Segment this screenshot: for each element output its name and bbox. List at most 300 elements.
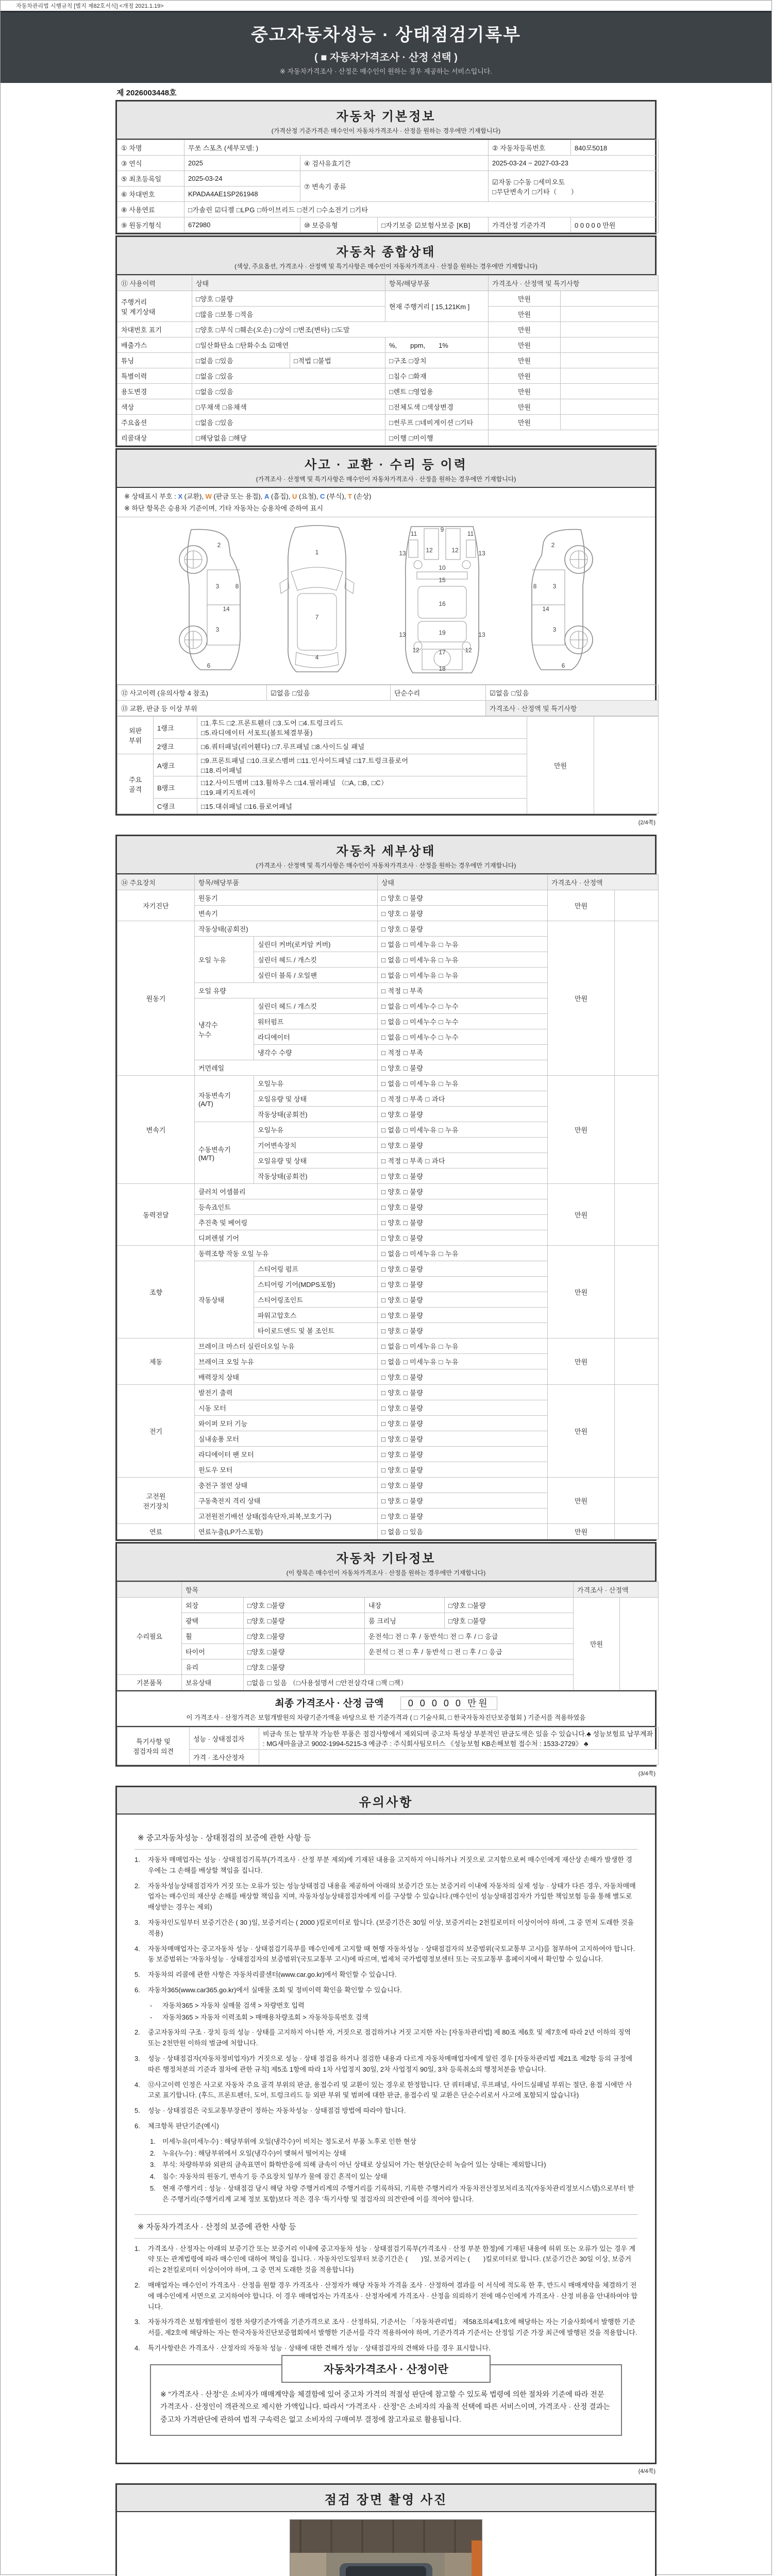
group-label: 전기 (117, 1385, 195, 1478)
section-notice-header (117, 1787, 655, 1815)
fuel-type-checkboxes[interactable]: □가솔린 ☑디젤 □LPG □하이브리드 □전기 □수소전기 □기타 (184, 202, 659, 217)
form-reference-note: 자동차관리법 시행규칙 [별지 제82호서식] <개정 2021.1.19> (16, 3, 164, 9)
price-cell: 만원 (548, 1385, 615, 1478)
row-label: 등속죠인트 (195, 1199, 378, 1215)
section-etc-title: 자동차 기타정보 (336, 1552, 436, 1566)
notes-cell (615, 1478, 659, 1524)
section-detail-title: 자동차 세부상태 (336, 844, 436, 858)
row-label: 주행거리 및 계기상태 (117, 291, 192, 322)
checkbox-cell[interactable]: □ 없음 □ 미세누수 □ 누수 (378, 1014, 548, 1029)
checkbox-cell[interactable]: □ 양호 □ 불량 (378, 1447, 548, 1462)
column-header: 항목 (182, 1582, 574, 1598)
notice-item: 5. 자동차의 리콜에 관한 사항은 자동차리콜센터(www.car.go.kr)에서 확인할 수 있습니다. (135, 1971, 397, 1979)
checkbox-cell[interactable]: □전체도색 □색상변경 (385, 399, 489, 415)
row-label: 작동상태 (195, 1261, 254, 1338)
checkbox-cell[interactable]: 운전석 □ 전 □ 후 / 동반석 □ 전 □ 후 / □ 응급 (365, 1644, 574, 1659)
row-label: B랭크 (154, 776, 197, 799)
checkbox-cell[interactable]: □ 양호 □ 불량 (378, 1261, 548, 1277)
notice-subhead-1: ※ 중고자동차성능 · 상태점검의 보증에 관한 사항 등 (135, 1826, 637, 1850)
column-header: 가격조사 · 산정액 및 특기사항 (486, 701, 659, 716)
row-label: 작동상태(공회전) (254, 1168, 378, 1184)
column-header: 가격조사 · 산정액 (548, 875, 659, 890)
diagram-panel-number: 7 (315, 614, 319, 621)
checkbox-cell[interactable]: 운전석□ 전 □ 후 / 동반석□ 전 □ 후 / □ 응급 (365, 1629, 574, 1644)
warranty-type-checkboxes[interactable]: □자기보증 ☑보험사보증 [KB] (378, 217, 489, 233)
row-label: 작동상태(공회전) (254, 1107, 378, 1122)
column-header: ⑪ 사용이력 (117, 276, 192, 291)
notes-cell (620, 1598, 659, 1690)
row-label: A랭크 (154, 754, 197, 776)
column-header: 항목/해당부품 (195, 875, 378, 890)
checkbox-cell[interactable]: □ 양호 □ 불량 (378, 890, 548, 906)
checkbox-cell[interactable]: □ 없음 □ 미세누유 □ 누유 (378, 968, 548, 983)
row-label: 가격산정 기준가격 (489, 217, 571, 233)
row-label: ⑧ 사용연료 (117, 202, 184, 217)
row-label: 자동변속기 (A/T) (195, 1076, 254, 1122)
group-label: 특기사항 및 점검자의 의견 (117, 1727, 190, 1765)
row-label: 배력장치 상태 (195, 1369, 378, 1385)
section-overall-condition (115, 235, 657, 447)
notice-item: 3. 자동차인도일부터 보증기간은 ( 30 )일, 보증거리는 ( 2000 )킬로미터로 합니다. (보증기간은 30일 이상, 보증거리는 2천킬로미터 이상이어야 하며, 그 중 먼저 도래한 것을 적용) (135, 1918, 634, 1937)
row-label: 내장 (365, 1598, 445, 1613)
section-basic-title: 자동차 기본정보 (336, 110, 436, 124)
document-title: 중고자동차성능 · 상태점검기록부 (250, 25, 522, 45)
car-diagram-side-right (526, 522, 603, 677)
diagram-panel-number: 12 (426, 547, 433, 554)
row-label: 오일누유 (254, 1076, 378, 1091)
diagram-panel-number: 6 (207, 662, 211, 669)
section-overall-header (117, 237, 655, 275)
checkbox-cell[interactable]: □없음 □있음 (192, 368, 385, 384)
checkbox-cell[interactable]: □구조 □장치 (385, 353, 489, 368)
row-label: 보유상태 (182, 1675, 244, 1690)
notes-cell (561, 415, 659, 430)
checkbox-cell[interactable]: □ 적정 □ 부족 □ 과다 (378, 1153, 548, 1168)
price-survey-infobox (150, 2364, 622, 2436)
row-label: 주요옵션 (117, 415, 192, 430)
checkbox-cell[interactable]: □ 없음 □ 미세누유 □ 누유 (378, 1122, 548, 1138)
row-label: 외장 (182, 1598, 244, 1613)
diagram-panel-number: 15 (439, 577, 446, 584)
row-label: 충전구 절연 상태 (195, 1478, 378, 1493)
row-label: ④ 검사유효기간 (300, 156, 489, 171)
page-marker-3: (3/4쪽) (638, 1771, 656, 1777)
diagram-panel-number: 18 (439, 665, 446, 672)
checkbox-cell[interactable]: □ 양호 □ 불량 (378, 1107, 548, 1122)
car-diagram-side-left (169, 522, 246, 677)
checkbox-cell[interactable]: □ 양호 □ 불량 (378, 1323, 548, 1338)
checkbox-cell[interactable]: □없음 □있음 (192, 415, 385, 430)
checkbox-cell[interactable]: □ 양호 □ 불량 (378, 1478, 548, 1493)
column-header (117, 1582, 182, 1598)
diagram-panel-number: 12 (451, 547, 459, 554)
status-code: T (손상) (348, 493, 372, 500)
diagram-panel-number: 13 (399, 550, 406, 557)
emission-values: %, ppm, 1% (385, 337, 489, 353)
section-photos (115, 2483, 657, 2576)
notice-item: - 자동차365 > 자동차 이력조회 > 매매용차량조회 > 자동차등록번호 검색 (150, 2013, 368, 2021)
infobox-text: ※ "가격조사 · 산정"은 소비자가 매매계약을 체결함에 있어 중고차 가격의 적절성 판단에 참고할 수 있도록 법령에 의한 절차와 기준에 따라 전문 가격조사 · 산정인이 객관적으로 제시한 가액입니다. 따라서 "가격조사 · 산정"은 소비자의 자율적 선택에 따른 서비스이며, 가격조사 · 산정 결과는 중고차 가격판단에 관하여 법적 구속력은 없고 소비자의 구매여부 결정에 참고자료로 활용됩니다. (160, 2389, 610, 2424)
diagram-panel-number: 13 (399, 631, 406, 638)
notes-cell (615, 1076, 659, 1184)
price-cell: 만원 (489, 384, 561, 399)
diagram-panel-number: 16 (439, 600, 446, 607)
document-header (1, 11, 771, 83)
checkbox-cell[interactable]: □ 양호 □ 불량 (378, 1493, 548, 1509)
checkbox-cell[interactable]: □ 양호 □ 불량 (378, 921, 548, 937)
column-header: 상태 (192, 276, 385, 291)
section-notice-title: 유의사항 (359, 1795, 413, 1809)
diagram-panel-number: 2 (217, 541, 221, 549)
diagram-panel-number: 11 (410, 530, 417, 537)
section-photos-header (117, 2485, 655, 2512)
row-label: 동력조향 작동 오일 누유 (195, 1246, 378, 1261)
row-label: 디퍼렌셜 기어 (195, 1230, 378, 1246)
diagram-panel-number: 1 (315, 549, 319, 556)
checkbox-cell[interactable]: □ 양호 □ 불량 (378, 1462, 548, 1478)
notice-item: 4. ⑫사고이력 인정은 사고로 자동차 주요 골격 부위의 판금, 용접수리 및 교환이 있는 경우로 한정합니다. 단 쿼터패널, 루프패널, 사이드실패널 부위는 절단, 용접 시에만 사고로 표기합니다. (후드, 프론트펜더, 도어, 트렁크리드 등 외판 부위 및 범퍼에 대한 판금, 용접수리 및 교환은 단순수리로서 사고에 포함되지 않습니다) (135, 2080, 632, 2099)
notes-cell (561, 399, 659, 415)
checkbox-cell[interactable]: □ 양호 □ 불량 (378, 1400, 548, 1416)
diagram-panel-number: 12 (465, 647, 472, 654)
checkbox-cell[interactable]: □ 양호 □ 불량 (378, 1416, 548, 1431)
row-label: 실린더 헤드 / 개스킷 (254, 998, 378, 1014)
row-label: 실린더 커버(로커암 커버) (254, 937, 378, 952)
checkbox-cell[interactable]: □ 적정 □ 부족 (378, 983, 548, 998)
checkbox-cell[interactable]: □12.사이드멤버 □13.휠하우스 □14.필러패널 （□A, □B, □C） □19.패키지트레이 (197, 776, 527, 799)
notice-item: 4. 자동차매매업자는 중고자동차 성능 · 상태점검기록부를 매수인에게 고지할 때 현행 자동차성능 · 상태점검자의 보증범위(국토교통부 고시)를 첨부하여 고지하여야 합니다. 동 보증범위는 '자동차성능 · 상태점검자의 보증범위'(국토교통부 고시)에 따르며, 법제처 국가법령정보센터 또는 국토교통부 홈페이지에서 확인할 수 있습니다. (135, 1944, 635, 1963)
checkbox-cell[interactable]: □ 양호 □ 불량 (378, 1292, 548, 1308)
vin: KPADA4AE1SP261948 (184, 187, 300, 202)
row-label: 실린더 블록 / 오일팬 (254, 968, 378, 983)
notes-cell (615, 921, 659, 1076)
row-label: 수동변속기 (M/T) (195, 1122, 254, 1184)
column-header: 상태 (378, 875, 548, 890)
notice-body (117, 1815, 655, 2463)
checkbox-cell[interactable]: □양호 □불량 (244, 1659, 365, 1675)
status-code: U (요철), (292, 493, 320, 500)
row-label: ② 자동차등록번호 (489, 140, 571, 156)
notice-item: 2. 매매업자는 매수인이 가격조사 · 산정을 원할 경우 가격조사 · 산정자가 해당 자동차 가격을 조사 · 산정하여 결과를 이 서식에 적도록 한 후, 반드시 매매계약을 체결하기 전에 매수인에게 서면으로 고지하여야 합니다. 이 경우 매매업자는 가격조사 · 산정자에게 가격조사 · 산정을 의뢰하기 전에 매수인에게 가격조사 · 산정 비용을 안내하여야 합니다. (135, 2281, 638, 2311)
notice-item: 5. 현재 주행거리 : 성능 · 상태점검 당시 해당 차량 주행거리계의 주행거리를 기록하되, 기록한 주행거리가 자동차전산정보처리조직(자동차관리정보시스템)으로부터 받은 주행거리(주행거리계 교체 정보 포함)보다 적은 경우 '특기사항 및 점검자의 의견'란에 이를 적어야 합니다. (150, 2184, 634, 2203)
section-accident-history (115, 448, 657, 816)
checkbox-cell[interactable]: □ 양호 □ 불량 (378, 1138, 548, 1153)
price-cell: 만원 (548, 1246, 615, 1338)
final-price-label: 최종 가격조사 · 산정 금액 (275, 1698, 384, 1709)
group-label: 자기진단 (117, 890, 195, 921)
price-cell: 만원 (489, 415, 561, 430)
diagram-note: ※ 하단 항목은 승용차 기준이며, 기타 자동차는 승용차에 준하여 표시 (117, 502, 655, 517)
row-label: 타이로드엔드 및 볼 조인트 (254, 1323, 378, 1338)
basic-info-table (117, 140, 659, 233)
checkbox-cell[interactable]: □ 없음 □ 미세누수 □ 누수 (378, 1029, 548, 1045)
diagram-panel-number: 4 (315, 654, 319, 661)
group-label: 고전원 전기장치 (117, 1478, 195, 1524)
row-label: 라디에이터 팬 모터 (195, 1447, 378, 1462)
section-overall-subtitle: (색상, 주요옵션, 가격조사 · 산정액 및 특기사항은 매수인이 자동차가격조사 · 산정을 원하는 경우에만 기재합니다) (234, 263, 537, 270)
notice-item: 3. 자동차가격은 보험개발원이 정한 차량기준가액을 기준가격으로 조사 · 산정하되, 기준서는 「자동차관리법」 제58조의4제1호에 해당하는 자는 기술사회에서 발행한 기준서를, 제2호에 해당하는 자는 한국자동차진단보증협회에서 발행한 기준서를 각각 적용하여야 하며, 기준가격과 기준서는 산정일 기준 가장 최근에 발행된 것을 적용합니다. (135, 2318, 637, 2337)
current-mileage: 현재 주행거리 [ 15,121Km ] (385, 291, 489, 322)
panel-rank-table (117, 716, 659, 814)
section-basic-info (115, 100, 657, 234)
row-label: 오일 누유 (195, 937, 254, 983)
checkbox-cell[interactable]: □양호 □불량 (445, 1613, 574, 1629)
diagram-panel-number: 3 (552, 626, 557, 633)
diagram-panel-number: 13 (478, 631, 485, 638)
notice-item: 4. 침수: 자동차의 원동기, 변속기 등 주요장치 일부가 물에 잠긴 흔적이 있는 상태 (150, 2173, 388, 2181)
final-price-row (117, 1690, 655, 1713)
row-label: ⑫ 사고이력 (유의사항 4 참조) (117, 685, 267, 701)
group-label: 외판 부위 (117, 717, 154, 754)
row-label: 라디에이터 (254, 1029, 378, 1045)
inspector-opinion: 비금속 또는 탈부착 가능한 부품은 점검사항에서 제외되며 중고차 특성상 부분적인 판금도색은 있을 수 있습니다.♣ 성능보험료 납부계좌 : MG새마을금고 9002-1994-5215-3 예금주 : 주식회사팀모터스 《성능보험 KB손해보험 접수처 : 1533-2729》 ♣ (259, 1727, 659, 1750)
checkbox-cell[interactable]: □ 없음 □ 미세누유 □ 누유 (378, 1246, 548, 1261)
page-marker-4: (4/4쪽) (638, 2468, 656, 2475)
inspection-photo-front (290, 2519, 482, 2576)
row-label: 냉각수 누수 (195, 998, 254, 1060)
diagram-panel-number: 11 (467, 530, 474, 537)
row-label: 변속기 (195, 906, 378, 921)
photo-list (117, 2512, 655, 2576)
notice-item: 2. 자동차성능상태점검자가 거짓 또는 오류가 있는 성능상태점검 내용을 제공하여 아래의 보증기간 또는 보증거리 이내에 자동차의 실제 성능 · 상태가 다른 경우, 자동차매매업자는 매수인의 재산상 손해를 배상할 책임을 지며, 자동차성능상태점검자에게 이를 구상할 수 있습니다.(매수인이 성능상태점검자가 가입한 책임보험 등을 통해 별도로 배상받는 경우는 제외) (135, 1882, 636, 1911)
checkbox-cell[interactable]: □이행 □미이행 (385, 430, 489, 446)
car-diagram-top (276, 522, 358, 677)
notice-item: 3. 부식: 차량하부와 외판의 금속표면이 화학반응에 의해 금속이 아닌 상태로 상실되어 가는 현상(단순히 녹슬어 있는 상태는 제외합니다) (150, 2161, 546, 2169)
row-label: ③ 연식 (117, 156, 184, 171)
notes-cell (561, 322, 659, 337)
row-label: 와이퍼 모터 기능 (195, 1416, 378, 1431)
engine-type: 672980 (184, 217, 300, 233)
price-cell: 만원 (548, 1524, 615, 1539)
checkbox-cell[interactable]: □ 양호 □ 불량 (378, 1509, 548, 1524)
checkbox-cell[interactable]: □무채색 □유채색 (192, 399, 385, 415)
appraiser-opinion (259, 1750, 659, 1765)
checkbox-cell[interactable]: □썬루프 □네비게이션 □기타 (385, 415, 489, 430)
row-label: 차대번호 표기 (117, 322, 192, 337)
checkbox-cell[interactable]: □ 없음 □ 미세누유 □ 누유 (378, 1338, 548, 1354)
checkbox-cell[interactable]: □ 없음 □ 미세누유 □ 누유 (378, 952, 548, 968)
checkbox-cell[interactable]: □1.후드 □2.프론트휀더 □3.도어 □4.트렁크리드 □5.라디에이터 서포트(볼트체결부품) (197, 717, 527, 739)
row-label: 고전원전기배선 상태(접속단자,피복,보호기구) (195, 1509, 378, 1524)
group-label: 변속기 (117, 1076, 195, 1184)
notice-item: 4. 특기사항란은 가격조사 · 산정자의 자동차 성능 · 상태에 대한 견해가 성능 · 상태점검자의 견해와 다를 경우 표시합니다. (135, 2344, 491, 2352)
checkbox-cell[interactable]: □ 양호 □ 불량 (378, 1369, 548, 1385)
notes-cell (615, 1524, 659, 1539)
row-label: 튜닝 (117, 353, 192, 368)
checkbox-cell[interactable]: □15.대쉬패널 □16.플로어패널 (197, 799, 527, 814)
checkbox-cell[interactable]: □ 양호 □ 불량 (378, 1308, 548, 1323)
notice-item: 1. 미세누유(미세누수) : 해당부위에 오일(냉각수)이 비치는 정도로서 부품 노후로 인한 현상 (150, 2137, 416, 2145)
price-cell: 만원 (489, 399, 561, 415)
notice-item: 5. 성능 · 상태점검은 국토교통부장관이 정하는 자동차성능 · 상태점검 방법에 따라야 합니다. (135, 2107, 406, 2115)
row-label: 윈도우 모터 (195, 1462, 378, 1478)
status-code: A (흠집), (264, 493, 292, 500)
notes-cell (561, 307, 659, 322)
checkbox-cell[interactable]: □ 없음 □ 미세누유 □ 누유 (378, 937, 548, 952)
checkbox-cell[interactable]: □적법 □불법 (290, 353, 385, 368)
row-label: 광택 (182, 1613, 244, 1629)
checkbox-cell[interactable]: □ 없음 □ 있음 (378, 1524, 548, 1539)
checkbox-cell[interactable]: □ 양호 □ 불량 (378, 1060, 548, 1076)
notice-item: 6. 자동차365(www.car365.go.kr)에서 실매물 조회 및 정비이력 확인을 확인할 수 있습니다. (135, 1986, 402, 1994)
page-marker-2: (2/4쪽) (638, 820, 656, 826)
checkbox-cell[interactable]: □ 없음 □ 미세누수 □ 누수 (378, 998, 548, 1014)
row-label: 추진축 및 베어링 (195, 1215, 378, 1230)
row-label: 용도변경 (117, 384, 192, 399)
group-label: 원동기 (117, 921, 195, 1076)
row-label: 타이어 (182, 1644, 244, 1659)
checkbox-cell[interactable]: □해당없음 □해당 (192, 430, 385, 446)
row-label: 원동기 (195, 890, 378, 906)
section-etc-subtitle: (이 항목은 매수인이 자동차가격조사 · 산정을 원하는 경우에만 기재합니다) (286, 1569, 486, 1577)
checkbox-cell[interactable]: □ 양호 □ 불량 (378, 1215, 548, 1230)
status-code: X (교환), (178, 493, 206, 500)
row-label: 스티어링조인트 (254, 1292, 378, 1308)
checkbox-cell[interactable]: □렌트 □영업용 (385, 384, 489, 399)
notes-cell (561, 291, 659, 307)
infobox-title: 자동차가격조사 · 산정이란 (281, 2355, 491, 2383)
row-label: 1랭크 (154, 717, 197, 739)
row-label: 오일유량 및 상태 (254, 1153, 378, 1168)
checkbox-cell[interactable]: □양호 □불량 (244, 1598, 365, 1613)
diagram-panel-number: 10 (439, 564, 446, 571)
section-detail-header (117, 836, 655, 874)
final-price-note[interactable]: 이 가격조사 · 산정가격은 보험개발원의 차량기준가액을 바탕으로 한 기준가격과 ( □ 기술사회, □ 한국자동차진단보증협회 ) 기준서를 적용하였음 (117, 1713, 655, 1727)
checkbox-cell[interactable]: □양호 □불량 (244, 1629, 365, 1644)
group-label: 조향 (117, 1246, 195, 1338)
checkbox-cell[interactable]: □ 양호 □ 불량 (378, 1199, 548, 1215)
row-label: 파워고압호스 (254, 1308, 378, 1323)
checkbox-cell[interactable]: □없음 □ 있음 （□사용설명서 □안전삼각대 □잭 □잭） (244, 1675, 574, 1690)
accident-history-checkboxes[interactable]: ☑없음 □있음 (267, 685, 391, 701)
diagram-panel-number: 9 (440, 526, 444, 533)
checkbox-cell[interactable]: □양호 □불량 (192, 291, 385, 307)
diagram-panel-number: 6 (561, 662, 565, 669)
notice-subhead-2: ※ 자동차가격조사 · 산정의 보증에 관한 사항 등 (135, 2214, 637, 2239)
checkbox-cell[interactable]: □ 양호 □ 불량 (378, 1168, 548, 1184)
row-label: 리콜대상 (117, 430, 192, 446)
transmission-type-checkboxes[interactable]: ☑자동 □수동 □세미오토 □무단변속기 □기타（ ） (489, 171, 659, 202)
row-label: 성능 · 상태점검자 (190, 1727, 259, 1750)
car-diagram-bottom (388, 522, 496, 677)
section-overall-title: 자동차 종합상태 (336, 245, 436, 259)
model-year: 2025 (184, 156, 300, 171)
document-body (115, 83, 657, 2576)
notice-list-1 (135, 1855, 637, 2205)
checkbox-cell[interactable]: □양호 □불량 (445, 1598, 574, 1613)
checkbox-cell[interactable]: □없음 □있음 (192, 353, 290, 368)
group-label: 수리필요 (117, 1598, 182, 1675)
diagram-panel-number: 3 (215, 626, 220, 633)
row-label: 브레이크 마스터 실린더오일 누유 (195, 1338, 378, 1354)
price-cell: 만원 (489, 322, 561, 337)
column-header: 가격조사 · 산정액 및 특기사항 (489, 276, 659, 291)
notice-item: 2. 누유(누수) : 해당부위에서 오일(냉각수)이 맺혀서 떨어지는 상태 (150, 2149, 346, 2157)
notes-cell (615, 1246, 659, 1338)
price-cell: 만원 (489, 368, 561, 384)
row-label: 오일유량 및 상태 (254, 1091, 378, 1107)
checkbox-cell[interactable]: □ 적정 □ 부족 (378, 1045, 548, 1060)
row-label: 기어변속장치 (254, 1138, 378, 1153)
checkbox-cell[interactable]: □ 양호 □ 불량 (378, 1230, 548, 1246)
row-label: 오일 유량 (195, 983, 378, 998)
price-cell: 만원 (548, 1478, 615, 1524)
diagram-panel-number: 2 (551, 541, 555, 549)
row-label: 클러치 어셈블리 (195, 1184, 378, 1199)
checkbox-cell[interactable]: □양호 □불량 (244, 1613, 365, 1629)
notice-item: 1. 자동차 매매업자는 성능 · 상태점검기록부(가격조사 · 산정 부분 제외)에 기재된 내용을 고지하지 아니하거나 거짓으로 고지함으로써 매수인에게 재산상 손해가 발생한 경우에는 그 손해를 배상할 책임을 집니다. (135, 1856, 632, 1874)
diagram-panel-number: 14 (542, 605, 549, 613)
checkbox-cell[interactable]: □ 양호 □ 불량 (378, 1184, 548, 1199)
row-label: 브레이크 오일 누유 (195, 1354, 378, 1369)
checkbox-cell[interactable]: □양호 □불량 (244, 1644, 365, 1659)
section-etc-info (115, 1542, 657, 1767)
section-photos-title: 점검 장면 촬영 사진 (324, 2493, 448, 2507)
row-label: 오일누유 (254, 1122, 378, 1138)
section-detail-subtitle: (가격조사 · 산정액 및 특기사항은 매수인이 자동차가격조사 · 산정을 원하는 경우에만 기재합니다) (256, 862, 516, 869)
checkbox-cell[interactable]: □없음 □있음 (192, 384, 385, 399)
checkbox-cell[interactable]: □침수 □화재 (385, 368, 489, 384)
notice-item: 2. 중고자동차의 구조 · 장치 등의 성능 · 상태를 고지하지 아니한 자, 거짓으로 점검하거나 거짓 고지한 자는 [자동차관리법] 제 80조 제6호 및 제7호에 따라 2년 이하의 징역 또는 2천만원 이하의 벌금에 처합니다. (135, 2028, 631, 2047)
checkbox-cell[interactable]: □일산화탄소 □탄화수소 ☑매연 (192, 337, 385, 353)
row-label: ⑩ 보증유형 (300, 217, 378, 233)
checkbox-cell[interactable]: □ 양호 □ 불량 (378, 1277, 548, 1292)
column-header: ⑭ 주요장치 (117, 875, 195, 890)
inspection-valid-period: 2025-03-24 ~ 2027-03-23 (489, 156, 659, 171)
row-label: 작동상태(공회전) (195, 921, 378, 937)
base-price: 0 0 0 0 0 만원 (571, 217, 659, 233)
checkbox-cell[interactable]: □양호 □부식 □훼손(오손) □상이 □변조(변타) □도말 (192, 322, 489, 337)
checkbox-cell[interactable]: □6.쿼터패널(리어휀다) □7.루프패널 □8.사이드실 패널 (197, 739, 527, 754)
column-header: 가격조사 · 산정액 (574, 1582, 659, 1598)
notes-cell (561, 353, 659, 368)
checkbox-cell[interactable]: □9.프론트패널 □10.크로스멤버 □11.인사이드패널 □17.트렁크플로어 □18.리어패널 (197, 754, 527, 776)
row-label: 시동 모터 (195, 1400, 378, 1416)
checkbox-cell[interactable]: □ 양호 □ 불량 (378, 1431, 548, 1447)
row-label: 구동축전지 격리 상태 (195, 1493, 378, 1509)
section-basic-subtitle: (가격산정 기준가격은 매수인이 자동차가격조사 · 산정을 원하는 경우에만 기재합니다) (271, 127, 501, 134)
price-cell: 만원 (548, 921, 615, 1076)
notes-cell (594, 717, 659, 814)
row-label: ⑬ 교환, 판금 등 이상 부위 (117, 701, 486, 716)
section-accident-subtitle: (가격조사 · 산정액 및 특기사항은 매수인이 자동차가격조사 · 산정을 원하는 경우에만 기재합니다) (256, 476, 516, 483)
row-label: 가격 · 조사산정자 (190, 1750, 259, 1765)
status-code: C (부식), (320, 493, 348, 500)
plate-number: 840모5018 (571, 140, 659, 156)
row-label: 단순수리 (391, 685, 486, 701)
detail-condition-table (117, 874, 659, 1539)
status-code-legend: ※ 상태표시 부호 : X (교환), W (판금 또는 용접), A (흠집), U (요철), C (부식), T (손상) (124, 493, 372, 500)
checkbox-cell[interactable]: □많음 □보통 □적음 (192, 307, 385, 322)
price-survey-option: ( ■ 자동차가격조사 · 산정 선택 ) (314, 52, 458, 63)
checkbox-cell[interactable]: □ 없음 □ 미세누유 □ 누유 (378, 1354, 548, 1369)
checkbox-cell[interactable]: □ 양호 □ 불량 (378, 1385, 548, 1400)
row-label: 워터펌프 (254, 1014, 378, 1029)
checkbox-cell[interactable]: □ 적정 □ 부족 □ 과다 (378, 1091, 548, 1107)
row-label: 실린더 헤드 / 개스킷 (254, 952, 378, 968)
notes-cell (615, 1385, 659, 1478)
notes-cell (561, 368, 659, 384)
row-label: 휠 (182, 1629, 244, 1644)
price-cell: 만원 (574, 1598, 620, 1690)
row-label: ⑦ 변속기 종류 (300, 171, 489, 202)
diagram-panel-number: 3 (552, 583, 557, 590)
checkbox-cell[interactable]: □ 양호 □ 불량 (378, 906, 548, 921)
simple-repair-checkboxes[interactable]: ☑없음 □있음 (486, 685, 659, 701)
etc-info-table (117, 1582, 659, 1690)
price-cell: 만원 (548, 1076, 615, 1184)
checkbox-cell[interactable]: □ 없음 □ 미세누유 □ 누유 (378, 1076, 548, 1091)
